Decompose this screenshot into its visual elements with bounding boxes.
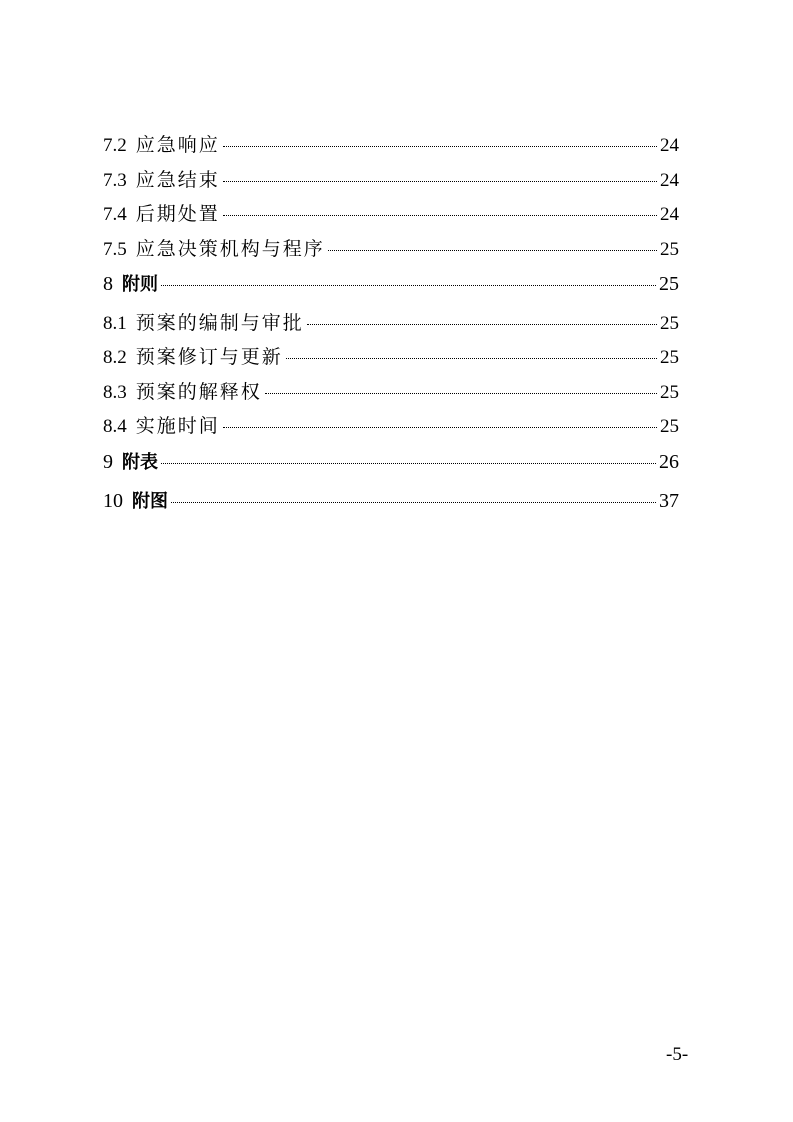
dot-leader bbox=[171, 502, 656, 503]
toc-entry-page: 24 bbox=[660, 204, 679, 225]
toc-entry-title: 附表 bbox=[122, 451, 158, 473]
toc-entry[interactable] bbox=[103, 415, 679, 450]
toc-entry-page: 25 bbox=[660, 381, 679, 403]
toc-entry-title: 应急结束 bbox=[135, 169, 220, 191]
toc-entry[interactable] bbox=[103, 203, 679, 238]
toc-entry-page: 25 bbox=[660, 347, 679, 368]
toc-entry-number: 7.4 bbox=[103, 204, 127, 225]
toc-entry-number: 7.5 bbox=[103, 238, 127, 260]
toc-entry[interactable] bbox=[103, 381, 679, 416]
toc-entry-number: 8.3 bbox=[103, 381, 127, 403]
toc-entry-number: 8.1 bbox=[103, 312, 127, 334]
toc-chapter-entry[interactable] bbox=[103, 489, 679, 529]
dot-leader bbox=[223, 146, 657, 147]
toc-entry-title: 预案的解释权 bbox=[135, 381, 262, 403]
toc-entry-title: 实施时间 bbox=[135, 416, 220, 437]
toc-entry-title: 后期处置 bbox=[135, 204, 220, 225]
toc-entry-page: 25 bbox=[660, 238, 679, 260]
toc-entry-page: 24 bbox=[660, 169, 679, 191]
dot-leader bbox=[223, 215, 657, 216]
toc-entry-number: 7.3 bbox=[103, 169, 127, 191]
toc-entry[interactable] bbox=[103, 346, 679, 381]
table-of-contents bbox=[103, 134, 679, 529]
toc-entry-page: 24 bbox=[660, 135, 679, 156]
toc-entry-page: 25 bbox=[660, 416, 679, 437]
dot-leader bbox=[265, 393, 657, 394]
toc-entry-title: 附则 bbox=[122, 274, 158, 295]
toc-entry-title: 应急决策机构与程序 bbox=[135, 238, 325, 260]
toc-entry-number: 8 bbox=[103, 273, 113, 295]
page-number: -5- bbox=[666, 1044, 689, 1065]
dot-leader bbox=[307, 324, 657, 325]
toc-entry[interactable] bbox=[103, 134, 679, 169]
dot-leader bbox=[286, 358, 657, 359]
toc-entry[interactable] bbox=[103, 169, 679, 204]
dot-leader bbox=[223, 427, 657, 428]
toc-entry-page: 37 bbox=[659, 490, 679, 512]
toc-entry-page: 25 bbox=[659, 273, 679, 295]
dot-leader bbox=[161, 463, 656, 464]
toc-entry-number: 8.2 bbox=[103, 347, 127, 368]
toc-entry-title: 预案修订与更新 bbox=[135, 347, 283, 368]
dot-leader bbox=[223, 181, 657, 182]
toc-entry-title: 附图 bbox=[132, 491, 168, 512]
toc-entry-number: 8.4 bbox=[103, 416, 127, 437]
toc-entry[interactable] bbox=[103, 312, 679, 347]
toc-entry-title: 应急响应 bbox=[135, 135, 220, 156]
dot-leader bbox=[328, 250, 657, 251]
toc-entry-number: 9 bbox=[103, 450, 113, 473]
toc-entry-number: 10 bbox=[103, 490, 123, 512]
toc-entry-page: 26 bbox=[659, 450, 679, 473]
toc-entry-page: 25 bbox=[660, 312, 679, 334]
toc-entry-title: 预案的编制与审批 bbox=[135, 312, 304, 334]
toc-entry-number: 7.2 bbox=[103, 135, 127, 156]
dot-leader bbox=[161, 285, 656, 286]
toc-entry[interactable] bbox=[103, 238, 679, 273]
toc-chapter-entry[interactable] bbox=[103, 272, 679, 312]
toc-chapter-entry[interactable] bbox=[103, 450, 679, 490]
